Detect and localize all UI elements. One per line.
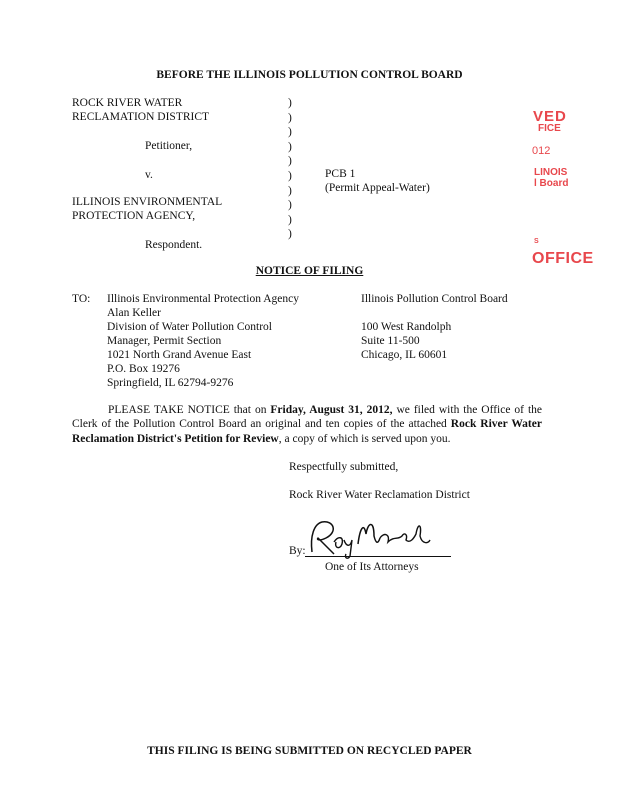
paren: ) <box>288 184 292 197</box>
addressee-line: Suite 11-500 <box>361 335 420 347</box>
submitting-party: Rock River Water Reclamation District <box>289 489 470 501</box>
paren: ) <box>288 169 292 182</box>
body-text: , a copy of which is served upon you. <box>278 432 451 445</box>
addressee-line: Illinois Environmental Protection Agency <box>107 293 299 305</box>
addressee-line: Chicago, IL 60601 <box>361 349 448 361</box>
paren: ) <box>288 155 292 168</box>
body-text: PLEASE TAKE NOTICE that on <box>108 404 271 416</box>
notice-title: NOTICE OF FILING <box>255 265 364 277</box>
filed-document: Rock River Water Reclamation District's Petition for Review <box>72 418 542 445</box>
body-text: we filed with the Office of the Clerk of the Pollution Control Board an original and ten copies of the attached <box>72 404 542 431</box>
respondent-name-line1: ILLINOIS ENVIRONMENTAL <box>72 196 223 208</box>
petitioner-role: Petitioner, <box>145 140 193 152</box>
handwritten-signature <box>304 514 434 560</box>
paren: ) <box>288 140 292 153</box>
stamp-text: OFFICE <box>532 250 594 267</box>
stamp-text: LINOIS <box>534 167 568 178</box>
case-number: PCB 1 <box>325 168 356 180</box>
respondent-role: Respondent. <box>145 239 203 251</box>
addressee-line: 1021 North Grand Avenue East <box>107 349 252 361</box>
paren: ) <box>288 126 292 139</box>
stamp-text: 012 <box>532 145 551 157</box>
stamp-text: S <box>534 238 539 245</box>
addressee-line: Manager, Permit Section <box>107 335 222 347</box>
attorney-caption: One of Its Attorneys <box>325 561 419 573</box>
paren: ) <box>288 111 292 124</box>
addressee-line: 100 West Randolph <box>361 321 452 333</box>
paren: ) <box>288 97 292 109</box>
addressee-line: P.O. Box 19276 <box>107 363 180 375</box>
recycled-paper-footer: THIS FILING IS BEING SUBMITTED ON RECYCLED PAPER <box>147 745 472 757</box>
to-label: TO: <box>72 293 91 305</box>
versus: v. <box>145 169 153 181</box>
respectfully-submitted: Respectfully submitted, <box>289 461 399 473</box>
addressee-line: Springfield, IL 62794-9276 <box>107 377 234 389</box>
notice-paragraph <box>72 403 542 446</box>
paren: ) <box>288 199 292 212</box>
stamp-text: l Board <box>534 178 569 189</box>
petitioner-name-line2: RECLAMATION DISTRICT <box>72 111 210 123</box>
filing-date: Friday, August 31, 2012, <box>270 404 393 416</box>
paren: ) <box>288 228 292 241</box>
document-title: BEFORE THE ILLINOIS POLLUTION CONTROL BOARD <box>156 69 463 81</box>
case-type: (Permit Appeal-Water) <box>325 182 430 194</box>
by-label: By: <box>289 545 306 557</box>
stamp-text: FICE <box>538 123 561 134</box>
caption-parentheses <box>288 96 300 242</box>
respondent-name-line2: PROTECTION AGENCY, <box>72 210 196 222</box>
petitioner-name-line1: ROCK RIVER WATER <box>72 97 183 109</box>
stamp-text: VED <box>533 108 567 125</box>
addressee-line: Illinois Pollution Control Board <box>361 293 508 305</box>
addressee-line: Division of Water Pollution Control <box>107 321 272 333</box>
paren: ) <box>288 213 292 226</box>
addressee-line: Alan Keller <box>107 307 161 319</box>
